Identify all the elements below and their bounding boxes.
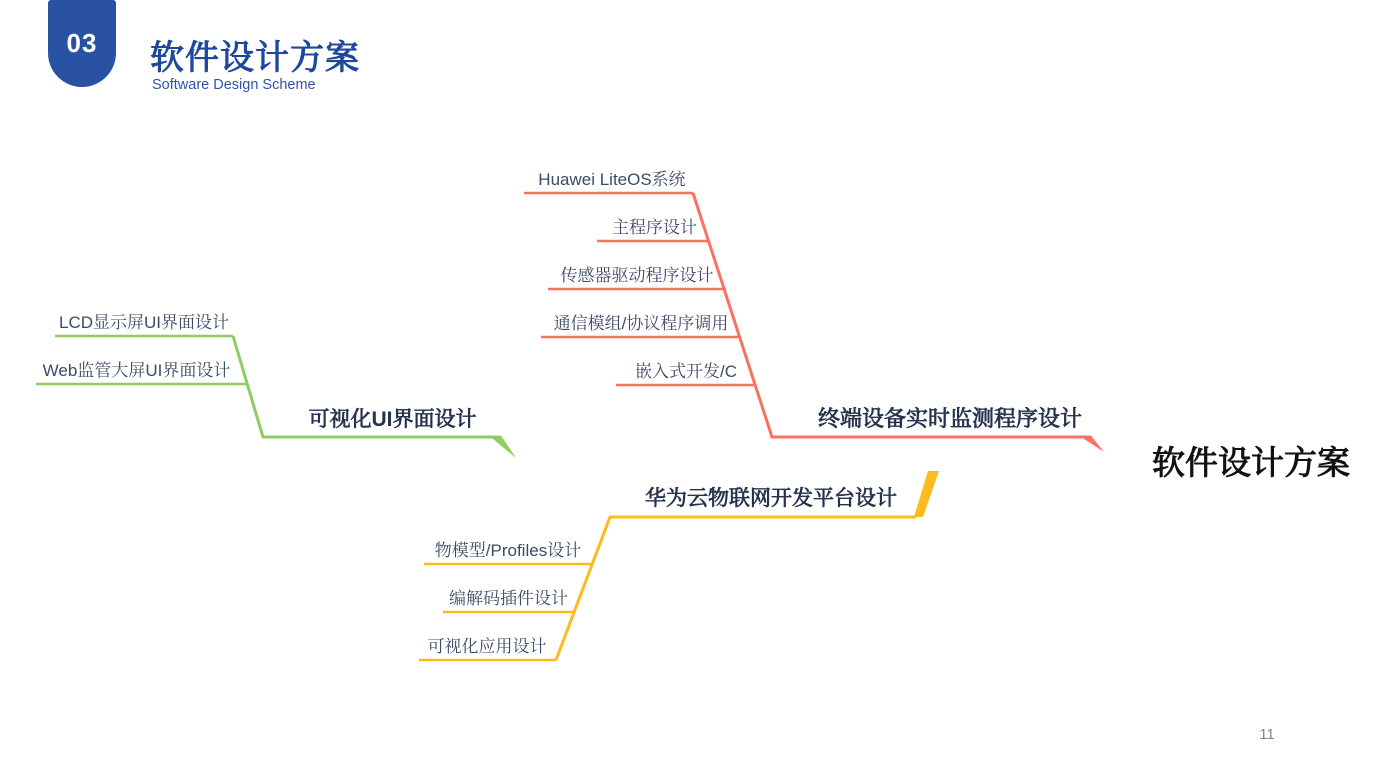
green-child-lcd-ui: LCD显示屏UI界面设计 (58, 313, 229, 332)
yellow-child-visual-app: 可视化应用设计 (427, 637, 547, 656)
red-child-liteos: Huawei LiteOS系统 (538, 170, 686, 189)
green-branch-label: 可视化UI界面设计 (308, 408, 477, 431)
green-child-web-ui: Web监管大屏UI界面设计 (42, 361, 231, 380)
yellow-child-profiles: 物模型/Profiles设计 (434, 541, 582, 560)
slide-title: 软件设计方案 (150, 39, 360, 77)
red-child-comm-module: 通信模组/协议程序调用 (553, 314, 729, 333)
yellow-child-codec-plugin: 编解码插件设计 (449, 589, 568, 608)
yellow-branch-label: 华为云物联网开发平台设计 (645, 487, 897, 510)
red-branch-label: 终端设备实时监测程序设计 (817, 406, 1082, 431)
red-child-sensor-driver: 传感器驱动程序设计 (560, 266, 714, 285)
red-child-main-program: 主程序设计 (612, 218, 697, 237)
page-number: 11 (1259, 726, 1275, 743)
yellow-branch-arrow-tip (914, 471, 939, 517)
slide-subtitle: Software Design Scheme (152, 77, 316, 93)
yellow-branch-trunk (556, 517, 916, 660)
section-number: 03 (66, 28, 98, 58)
red-branch-trunk (693, 193, 1086, 437)
green-branch-arrow-tip (489, 436, 516, 458)
mindmap-root-node: 软件设计方案 (1152, 444, 1350, 481)
red-child-embedded-c: 嵌入式开发/C (635, 362, 737, 381)
red-branch-arrow-tip (1079, 436, 1104, 452)
